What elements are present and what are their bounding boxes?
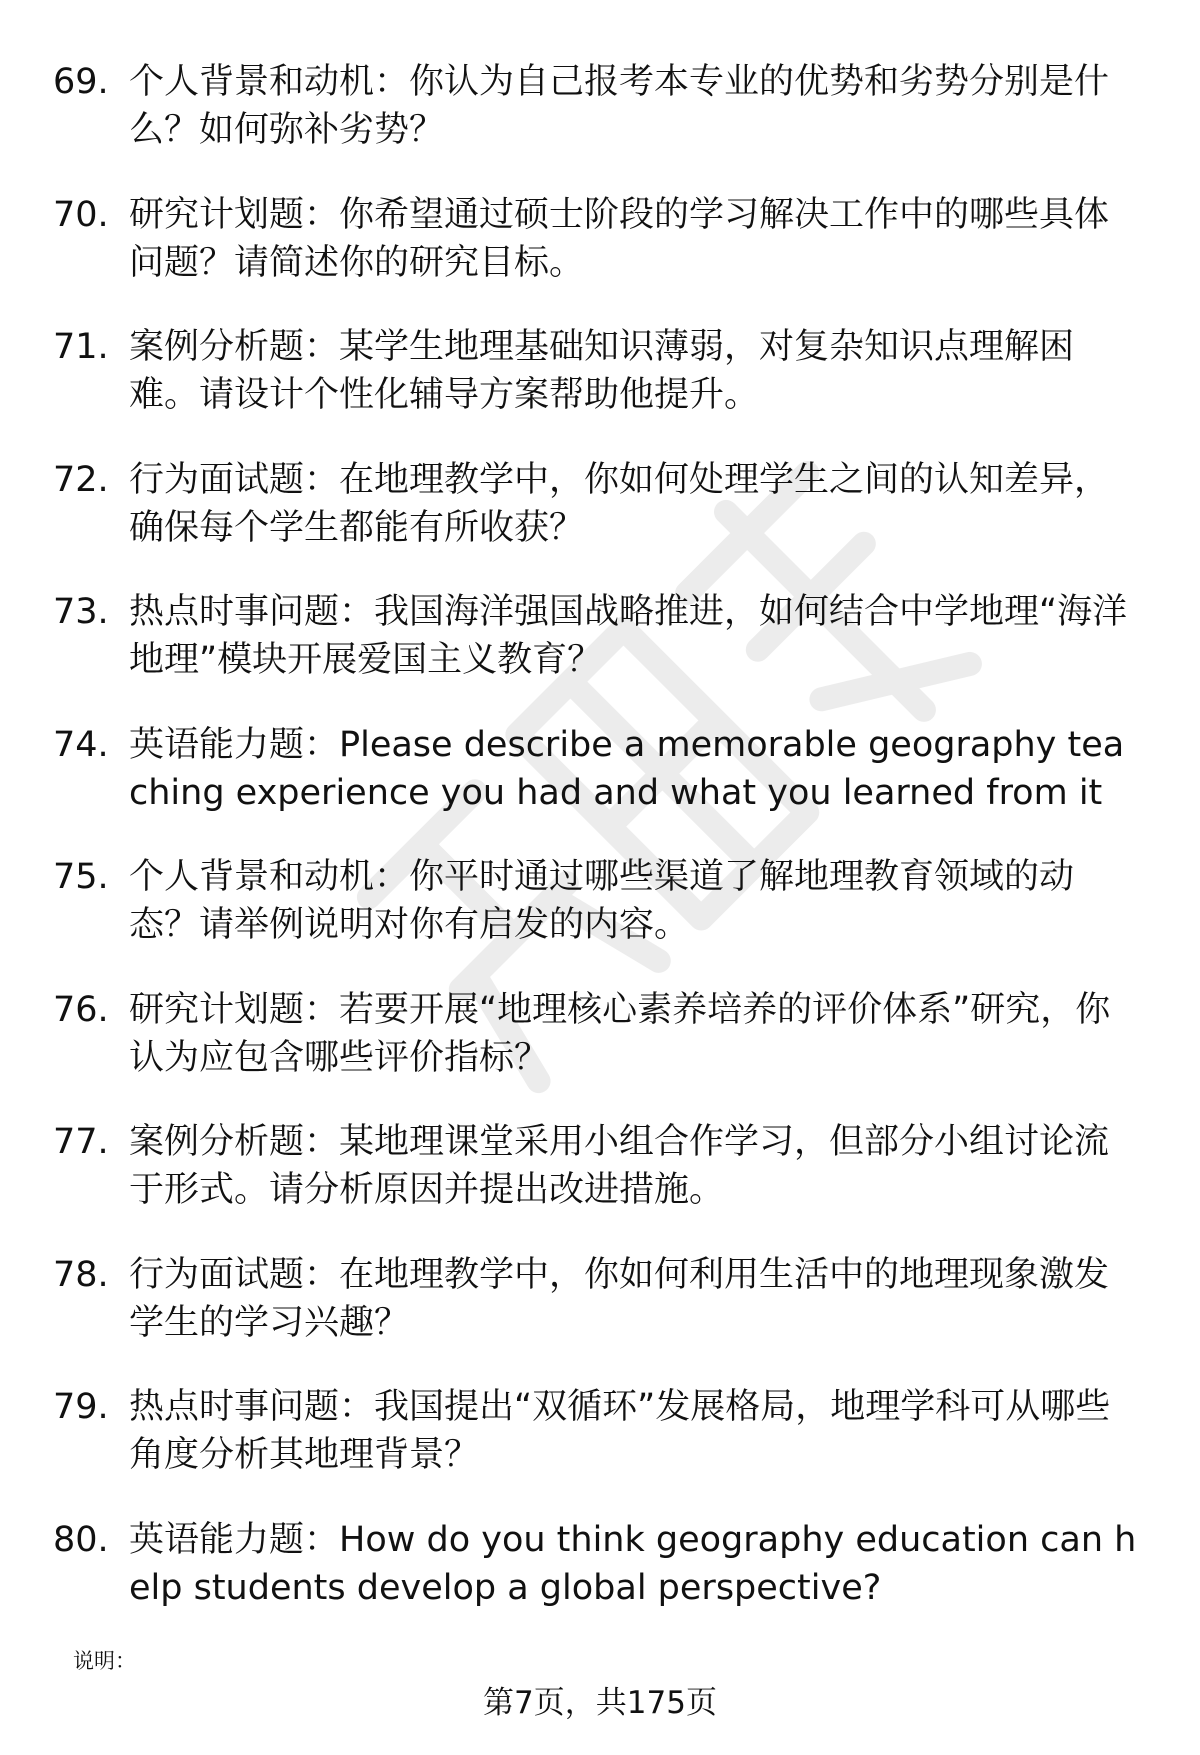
question-number: 78. [53, 1254, 109, 1295]
question-item [53, 1383, 1153, 1516]
question-number: 80. [53, 1519, 109, 1560]
question-text: 热点时事问题：我国海洋强国战略推进，如何结合中学地理“海洋地理”模块开展爱国主义教育？ [129, 592, 1128, 680]
note-label: 说明： [73, 1649, 136, 1673]
question-number: 75. [53, 857, 109, 897]
question-text: 热点时事问题：我国提出“双循环”发展格局，地理学科可从哪些角度分析其地理背景？ [129, 1387, 1111, 1475]
question-item [53, 1118, 1153, 1251]
question-number: 71. [53, 327, 109, 367]
question-item [53, 853, 1153, 986]
question-number: 76. [53, 989, 109, 1030]
question-item [53, 986, 1153, 1119]
question-list [53, 58, 1153, 1648]
question-text: 行为面试题：在地理教学中，你如何利用生活中的地理现象激发学生的学习兴趣？ [129, 1254, 1110, 1343]
question-item [53, 588, 1153, 721]
question-item [53, 1516, 1153, 1649]
question-text: 案例分析题：某学生地理基础知识薄弱，对复杂知识点理解困难。请设计个性化辅导方案帮助他提升。 [129, 327, 1075, 415]
question-number: 79. [53, 1387, 109, 1427]
question-item [53, 191, 1153, 324]
question-item [53, 456, 1153, 589]
question-text: 英语能力题：Please describe a memorable geography teaching experience you had and what you learned from it [129, 724, 1125, 813]
question-number: 70. [53, 194, 109, 235]
question-item [53, 323, 1153, 456]
question-item [53, 1251, 1153, 1384]
question-number: 73. [53, 592, 109, 632]
question-text: 行为面试题：在地理教学中，你如何处理学生之间的认知差异，确保每个学生都能有所收获？ [129, 459, 1110, 548]
question-item [53, 721, 1153, 854]
question-number: 69. [53, 62, 109, 102]
question-number: 77. [53, 1122, 109, 1162]
question-number: 74. [53, 724, 109, 765]
question-text: 研究计划题：若要开展“地理核心素养培养的评价体系”研究，你认为应包含哪些评价指标？ [129, 989, 1111, 1078]
question-text: 英语能力题：How do you think geography education can help students develop a global perspective? [129, 1519, 1137, 1608]
question-text: 个人背景和动机：你认为自己报考本专业的优势和劣势分别是什么？如何弥补劣势？ [129, 62, 1110, 150]
question-text: 案例分析题：某地理课堂采用小组合作学习，但部分小组讨论流于形式。请分析原因并提出改进措施。 [129, 1122, 1110, 1210]
page-number-footer: 第7页，共175页 [483, 1685, 717, 1721]
question-text: 研究计划题：你希望通过硕士阶段的学习解决工作中的哪些具体问题？请简述你的研究目标。 [129, 194, 1110, 283]
question-item [53, 58, 1153, 191]
question-text: 个人背景和动机：你平时通过哪些渠道了解地理教育领域的动态？请举例说明对你有启发的内容。 [129, 857, 1075, 945]
question-number: 72. [53, 459, 109, 500]
